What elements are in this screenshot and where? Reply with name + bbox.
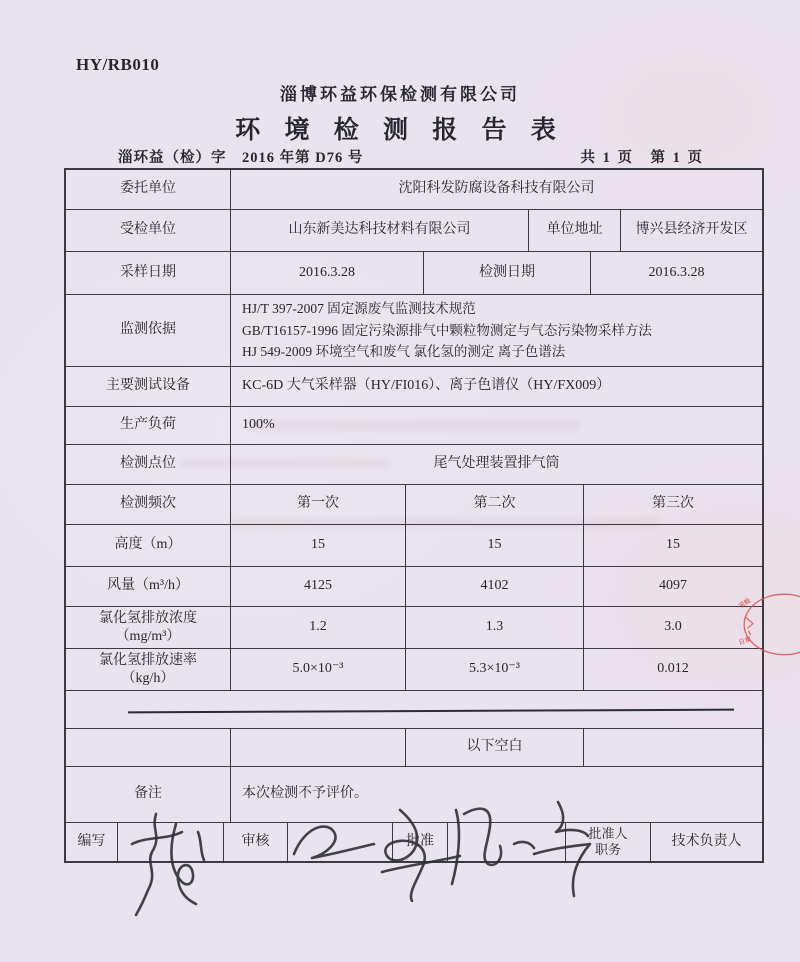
table-row-basis (66, 295, 762, 367)
blank-cell (66, 729, 231, 766)
basis-line-2: GB/T16157-1996 固定污染源排气中颗粒物测定与气态污染物采样方法 (242, 322, 652, 338)
approver-title-label: 批准人 职务 (566, 823, 651, 861)
inspected-label: 受检单位 (66, 210, 231, 251)
tech-director-label: 技术负责人 (671, 833, 742, 849)
height-value-1: 15 (231, 525, 406, 566)
test-date-value: 2016.3.28 (648, 264, 705, 280)
load-label: 生产负荷 (66, 407, 231, 444)
frequency-label: 检测频次 (66, 485, 231, 524)
airflow-label: 风量（m³/h） (66, 567, 231, 606)
basis-value (231, 295, 762, 366)
table-row-airflow (66, 567, 762, 607)
hcl-rate-label: 氯化氢排放速率 （kg/h） (66, 649, 231, 690)
table-row-point (66, 445, 762, 485)
stamp-text-bottom: 日章 (737, 635, 753, 647)
red-stamp (737, 543, 800, 708)
struck-empty-cell (66, 691, 762, 728)
basis-line-3: HJ 549-2009 环境空气和废气 氯化氢的测定 离子色谱法 (242, 344, 566, 360)
table-row-inspected (66, 210, 762, 252)
blank-cell (231, 729, 406, 766)
client-value: 沈阳科发防腐设备科技有限公司 (398, 181, 595, 197)
reviewed-signature-cell (288, 823, 393, 861)
table-row-blank-note (66, 729, 762, 767)
point-value: 尾气处理装置排气筒 (433, 456, 560, 472)
document-number: 淄环益（检）字 2016 年第 D76 号 (118, 150, 364, 166)
remark-label: 备注 (66, 767, 231, 822)
form-code: HY/RB010 (76, 55, 160, 74)
hcl-concentration-value-3: 3.0 (664, 619, 682, 635)
stamp-mark (746, 618, 753, 635)
table-row-client (66, 170, 762, 210)
hcl-concentration-value-2: 1.3 (406, 607, 584, 648)
basis-label: 监测依据 (66, 295, 231, 366)
point-label: 检测点位 (66, 445, 231, 484)
equipment-value: KC-6D 大气采样器（HY/FI016）、离子色谱仪（HY/FX009） (242, 378, 611, 394)
address-value: 博兴县经济开发区 (635, 222, 748, 238)
hcl-concentration-label: 氯化氢排放浓度 （mg/m³） (66, 607, 231, 648)
hcl-rate-value-3: 0.012 (657, 661, 689, 677)
table-row-signoff (66, 823, 762, 861)
table-row-hcl-rate (66, 649, 762, 691)
client-label: 委托单位 (66, 170, 231, 209)
hcl-rate-value-2: 5.3×10⁻³ (406, 649, 584, 690)
hcl-rate-value-1: 5.0×10⁻³ (231, 649, 406, 690)
height-value-2: 15 (406, 525, 584, 566)
table-row-empty-struck (66, 691, 762, 729)
airflow-value-2: 4102 (406, 567, 584, 606)
basis-line-1: HJ/T 397-2007 固定源废气监测技术规范 (242, 301, 476, 317)
approved-signature-cell (448, 823, 566, 861)
address-label: 单位地址 (529, 210, 621, 251)
height-value-3: 15 (666, 537, 680, 553)
reviewed-label: 审核 (224, 823, 288, 861)
page-count: 共 1 页 第 1 页 (580, 150, 704, 166)
company-name: 淄博环益环保检测有限公司 (280, 85, 520, 104)
height-label: 高度（m） (66, 525, 231, 566)
frequency-col-2: 第二次 (406, 485, 584, 524)
airflow-value-3: 4097 (659, 578, 687, 594)
stamp-text-top: 采检 (737, 597, 753, 611)
table-row-frequency (66, 485, 762, 525)
report-table (64, 168, 764, 863)
prepared-label: 编写 (66, 823, 118, 861)
load-value: 100% (242, 417, 275, 433)
approved-label: 批准 (393, 823, 448, 861)
strikethrough-line (128, 708, 734, 713)
page-title: 环 境 检 测 报 告 表 (235, 117, 565, 144)
inspected-value: 山东新美达科技材料有限公司 (231, 210, 529, 251)
frequency-col-3: 第三次 (652, 496, 694, 512)
remark-value: 本次检测不予评价。 (242, 786, 368, 802)
test-date-label: 检测日期 (424, 252, 591, 294)
equipment-label: 主要测试设备 (66, 367, 231, 406)
frequency-col-1: 第一次 (231, 485, 406, 524)
sampling-date-value: 2016.3.28 (231, 252, 424, 294)
hcl-concentration-value-1: 1.2 (231, 607, 406, 648)
table-row-load (66, 407, 762, 445)
blank-note: 以下空白 (406, 729, 584, 766)
table-row-dates (66, 252, 762, 295)
table-row-hcl-concentration (66, 607, 762, 649)
blank-cell (584, 729, 762, 766)
sampling-date-label: 采样日期 (66, 252, 231, 294)
table-row-remark (66, 767, 762, 823)
airflow-value-1: 4125 (231, 567, 406, 606)
table-row-equipment (66, 367, 762, 407)
table-row-height (66, 525, 762, 567)
prepared-signature-cell (118, 823, 224, 861)
